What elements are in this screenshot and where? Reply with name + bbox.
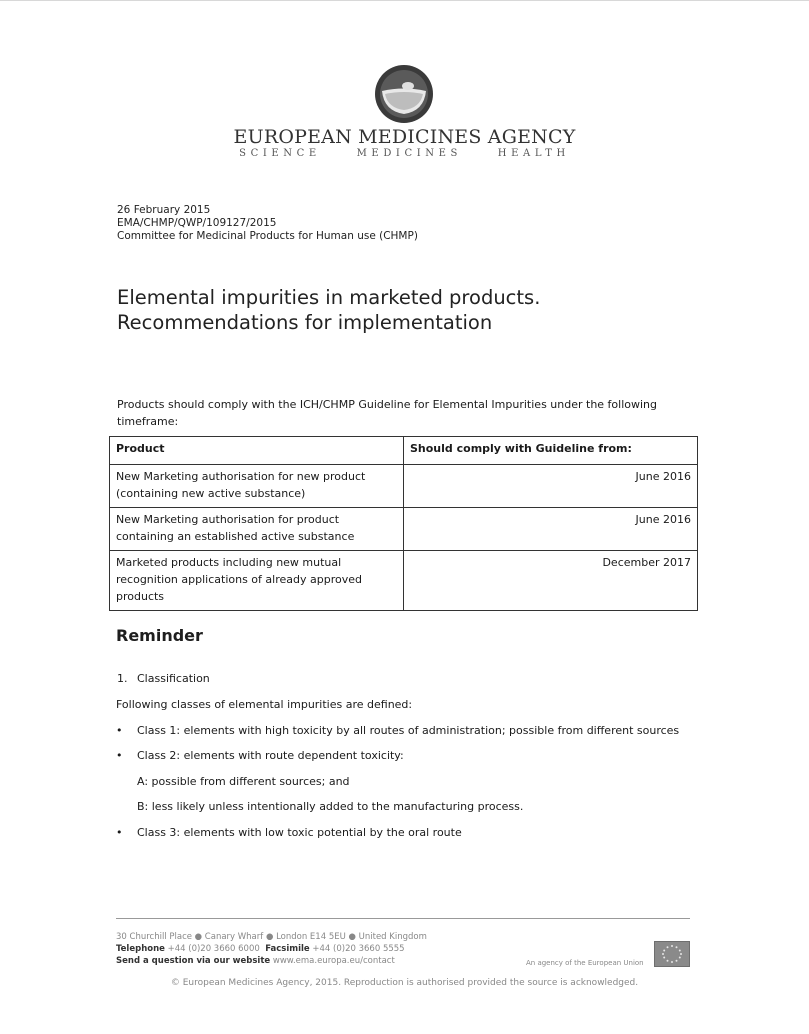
committee-name: Committee for Medicinal Products for Human use (CHMP): [117, 230, 418, 242]
table-row: [110, 508, 698, 551]
bullet-icon: •: [116, 826, 123, 839]
title-line-2: Recommendations for implementation: [117, 311, 493, 334]
table-cell-date: December 2017: [404, 551, 698, 611]
tagline-word: SCIENCE: [239, 148, 321, 159]
eu-agency-text: An agency of the European Union: [526, 959, 644, 967]
footer-contact: [116, 944, 405, 955]
agency-tagline: [0, 148, 809, 159]
class-3-text: Class 3: elements with low toxic potential by the oral route: [137, 826, 462, 839]
class-2b-text: B: less likely unless intentionally added to the manufacturing process.: [137, 800, 524, 813]
eu-flag-icon: [654, 941, 690, 967]
footer-divider: [116, 918, 690, 919]
table-header-date: Should comply with Guideline from:: [404, 437, 698, 465]
bullet-icon: •: [116, 749, 123, 762]
title-line-1: Elemental impurities in marketed products.: [117, 286, 541, 309]
agency-name: EUROPEAN MEDICINES AGENCY: [233, 126, 576, 148]
table-row: [110, 551, 698, 611]
class-2a-text: A: possible from different sources; and: [137, 775, 350, 788]
document-reference: EMA/CHMP/QWP/109127/2015: [117, 217, 277, 229]
footer-website-line: [116, 956, 395, 967]
document-title: [117, 285, 737, 335]
document-date: 26 February 2015: [117, 204, 211, 216]
website-link[interactable]: www.ema.europa.eu/contact: [272, 956, 395, 966]
reminder-heading: Reminder: [116, 626, 203, 645]
tagline-word: HEALTH: [497, 148, 570, 159]
table-cell-date: June 2016: [404, 465, 698, 508]
table-cell-product: Marketed products including new mutual recognition applications of already approved products: [110, 551, 404, 611]
facsimile-number: +44 (0)20 3660 5555: [312, 944, 405, 954]
footer-address: 30 Churchill Place ● Canary Wharf ● London E14 5EU ● United Kingdom: [116, 932, 427, 942]
item-number: 1.: [117, 672, 128, 685]
item-label: Classification: [137, 672, 210, 685]
telephone-label: Telephone: [116, 944, 165, 954]
class-2-text: Class 2: elements with route dependent toxicity:: [137, 749, 404, 762]
table-cell-product: New Marketing authorisation for product containing an established active substance: [110, 508, 404, 551]
table-header-row: [110, 437, 698, 465]
classes-lead: Following classes of elemental impurities are defined:: [116, 698, 413, 711]
intro-paragraph: Products should comply with the ICH/CHMP Guideline for Elemental Impurities under the following timeframe:: [117, 398, 658, 428]
table-cell-date: June 2016: [404, 508, 698, 551]
bullet-icon: •: [116, 724, 123, 737]
table-cell-product: New Marketing authorisation for new product (containing new active substance): [110, 465, 404, 508]
top-border: [0, 0, 809, 1]
timeframe-table: [109, 436, 698, 611]
facsimile-label: Facsimile: [265, 944, 310, 954]
class-1-text: Class 1: elements with high toxicity by all routes of administration; possible from different sources: [137, 724, 680, 737]
website-label: Send a question via our website: [116, 956, 271, 966]
table-header-product: Product: [110, 437, 404, 465]
ema-logo-icon: [374, 64, 434, 124]
tagline-word: MEDICINES: [356, 148, 462, 159]
telephone-number: +44 (0)20 3660 6000: [167, 944, 260, 954]
document-meta: [117, 204, 418, 243]
copyright-notice: © European Medicines Agency, 2015. Reproduction is authorised provided the source is acknowledged.: [170, 978, 639, 988]
table-row: [110, 465, 698, 508]
